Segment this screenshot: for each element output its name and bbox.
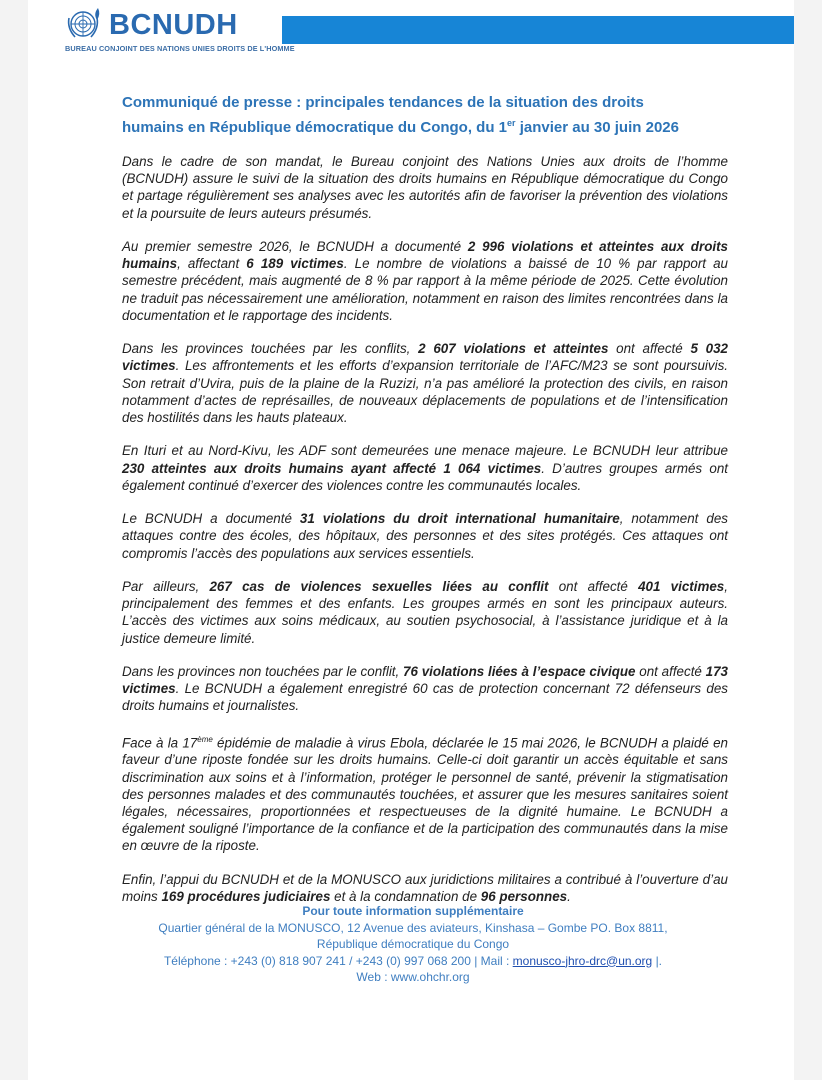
paragraph-text: ème xyxy=(197,734,213,744)
paragraph-text: Le BCNUDH a documenté xyxy=(122,511,300,527)
body-paragraph xyxy=(122,663,728,715)
footer-web-label: Web : xyxy=(356,970,391,984)
title-superscript: er xyxy=(507,118,516,128)
press-release-body xyxy=(122,153,728,921)
body-paragraph xyxy=(122,153,728,222)
footer-web-line xyxy=(88,969,738,986)
paragraph-text: Par ailleurs, xyxy=(122,579,210,594)
paragraph-text: Dans le cadre de son mandat, le Bureau conjoint des Nations Unies aux droits de l’homme (BCNUDH) assure le suivi de la situation des droits humains en République démocratique du Congo et partage régulièrement ses analyses avec les autorités afin de favoriser la prévention des violations et la poursuite de leurs auteurs présumés. xyxy=(122,154,728,221)
bcnudh-logo xyxy=(65,6,295,54)
press-release-page xyxy=(28,0,794,1080)
highlighted-figure: 267 cas de violences sexuelles liées au conflit xyxy=(209,579,549,594)
footer-contact-end: |. xyxy=(652,953,663,968)
highlighted-figure: 76 violations liées à l’espace civique xyxy=(403,664,636,679)
highlighted-figure: 169 procédures judiciaires xyxy=(161,889,331,905)
footer-web-link[interactable]: www.ohchr.org xyxy=(390,970,470,984)
paragraph-text: Dans les provinces non touchées par le conflit, xyxy=(122,664,404,679)
paragraph-text: épidémie de maladie à virus Ebola, déclarée le 15 mai 2026, le BCNUDH a plaidé en faveur d’une riposte fondée sur les droits humains. Celle-ci doit garantir un accès équitable et sans discrimination aux soins et à l’information, protéger le personnel de santé, prévenir la stigmatisation des personnes malades et des communautés touchées, et assurer que les mesures sanitaires soient légales, nécessaires, proportionnées et respectueuses de la dignité humaine. Le BCNUDH a également souligné l’importance de la confiance et de la participation des communautés dans la mise en œuvre de la riposte. xyxy=(122,735,728,854)
paragraph-text: En Ituri et au Nord-Kivu, les ADF sont demeurées une menace majeure. Le BCNUDH leur attribue xyxy=(122,443,728,459)
paragraph-text: Dans les provinces touchées par les conflits, xyxy=(122,341,419,357)
press-release-title xyxy=(122,92,722,138)
highlighted-figure: 96 personnes xyxy=(480,889,568,905)
footer-contact-line xyxy=(88,953,738,970)
body-paragraph xyxy=(122,731,728,855)
highlighted-figure: 5 032 victimes xyxy=(122,341,728,374)
paragraph-text: . xyxy=(567,889,571,905)
paragraph-text: ont affecté xyxy=(548,579,639,594)
highlighted-figure: 173 victimes xyxy=(122,664,728,697)
paragraph-text: , principalement des femmes et des enfants. Les groupes armés en sont les principaux auteurs. L’accès des victimes aux soins médicaux, au soutien psychosocial, à l’assistance juridique et à la justice demeure limité. xyxy=(122,579,728,646)
footer-email-link[interactable]: monusco-jhro-drc@un.org xyxy=(512,953,653,968)
body-paragraph xyxy=(122,510,728,562)
body-paragraph xyxy=(122,340,728,426)
highlighted-figure: 6 189 victimes xyxy=(246,256,344,272)
paragraph-text: ont affecté xyxy=(608,341,691,357)
body-paragraph xyxy=(122,238,728,324)
paragraph-text: Face à la 17 xyxy=(122,735,198,751)
paragraph-text: Enfin, l’appui du BCNUDH et de la MONUSCO aux juridictions militaires a contribué à l’ouverture d’au moins xyxy=(122,871,728,905)
footer-phone: Téléphone : +243 (0) 818 907 241 / +243 (0) 997 068 200 | Mail : xyxy=(163,953,513,968)
contact-footer xyxy=(88,903,738,986)
footer-heading: Pour toute information supplémentaire xyxy=(302,904,524,918)
highlighted-figure: 230 atteintes aux droits humains ayant affecté 1 064 victimes xyxy=(122,460,542,476)
title-line-2 xyxy=(122,113,722,138)
highlighted-figure: 31 violations du droit international humanitaire xyxy=(299,511,620,527)
title-line-1: Communiqué de presse : principales tendances de la situation des droits xyxy=(122,94,644,111)
paragraph-text: . Le BCNUDH a également enregistré 60 cas de protection concernant 72 défenseurs des droits humains et journalistes. xyxy=(122,681,728,714)
paragraph-text: . Le nombre de violations a baissé de 10 % par rapport au semestre précédent, mais augmenté de 8 % par rapport à la même période de 2025. Cette évolution ne traduit pas nécessairement une amélioration, notamment en raison des limites rencontrées dans la documentation et le rapportage des incidents. xyxy=(122,256,728,323)
paragraph-text: ont affecté xyxy=(635,664,706,679)
footer-country-line: République démocratique du Congo xyxy=(316,937,510,951)
un-emblem-icon xyxy=(65,6,101,42)
brand-tagline: BUREAU CONJOINT DES NATIONS UNIES DROITS DE L'HOMME xyxy=(65,44,295,53)
title-line-2-end: janvier au 30 juin 2026 xyxy=(515,119,679,136)
paragraph-text: , notamment des attaques contre des écoles, des hôpitaux, des personnes et des sites protégés. Ces attaques ont compromis l’accès des populations aux services essentiels. xyxy=(122,511,728,561)
header-color-bar xyxy=(282,16,794,44)
body-paragraph xyxy=(122,578,728,647)
highlighted-figure: 401 victimes xyxy=(638,579,725,594)
paragraph-text: Au premier semestre 2026, le BCNUDH a documenté xyxy=(122,239,468,254)
paragraph-text: . Les affrontements et les efforts d’expansion territoriale de l’AFC/M23 se sont poursuivis. Son retrait d’Uvira, puis de la plaine de la Ruzizi, n’a pas amélioré la protection des civils, en raison notamment d’actes de représailles, de nouveaux déplacements de populations et de l’intensification des hostilités dans les hauts plateaux. xyxy=(122,358,728,426)
paragraph-text: . D’autres groupes armés ont également continué d’exercer des violences contre les communautés locales. xyxy=(122,460,728,493)
body-paragraph xyxy=(122,871,728,905)
paragraph-text: , affectant xyxy=(177,256,247,272)
footer-address-line: Quartier général de la MONUSCO, 12 Avenue des aviateurs, Kinshasa – Gombe PO. Box 8811, xyxy=(158,920,668,935)
paragraph-text: et à la condamnation de xyxy=(330,889,481,905)
highlighted-figure: 2 607 violations et atteintes xyxy=(418,341,609,357)
body-paragraph xyxy=(122,442,728,494)
brand-name: BCNUDH xyxy=(109,9,238,41)
title-line-2-start: humains en République démocratique du Congo, du 1 xyxy=(122,119,508,136)
highlighted-figure: 2 996 violations et atteintes aux droits humains xyxy=(122,239,728,272)
